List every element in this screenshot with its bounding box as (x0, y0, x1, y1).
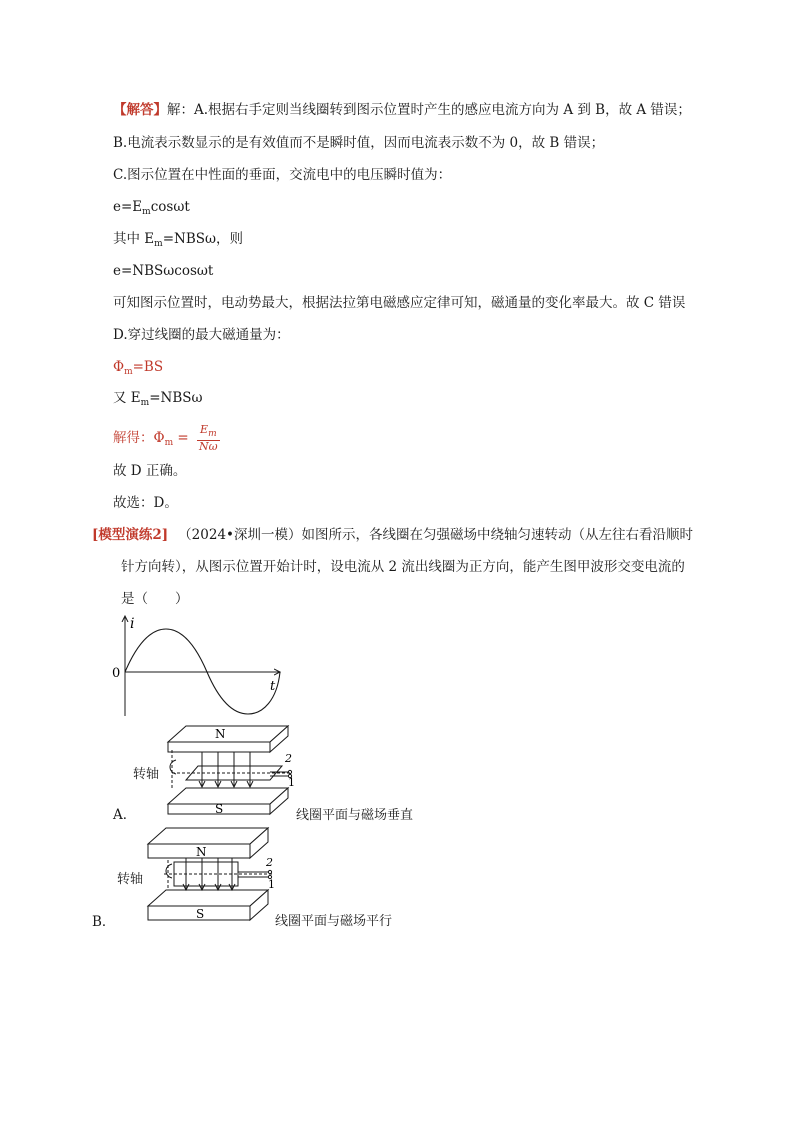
equation-2: 其中 $E_m=NBS\omega$，则 (113, 231, 244, 249)
rotation-arrow (170, 760, 176, 774)
rotation-arrow (166, 864, 172, 878)
magnet-n-top-face (148, 828, 268, 844)
solution-line-1 (113, 101, 691, 119)
solution-line-c-conclusion: 可知图示位置时，电动势最大，根据法拉第电磁感应定律可知，磁通量的变化率最大。故 C 错误 (113, 295, 686, 311)
option-a-axis-label: 转轴 (133, 767, 160, 782)
terminal-1-label: 1 (288, 776, 295, 789)
option-b-caption: 线圈平面与磁场平行 (275, 914, 393, 929)
problem-line-3: 是（ ） (121, 591, 189, 607)
problem-tag: [模型演练2] (92, 527, 169, 543)
terminal-2-label: 2 (266, 856, 273, 869)
terminal-2-label: 2 (285, 752, 292, 765)
problem-line-1: [模型演练2] （2024•深圳一模）如图所示，各线圈在匀强磁场中绕轴匀速转动（从左往右看沿顺时 (92, 527, 693, 543)
terminal-2 (268, 870, 271, 873)
option-b-letter: B． (92, 914, 116, 930)
origin-label: 0 (112, 666, 121, 681)
equation-5: 又 $E_m=NBS\omega$ (113, 390, 203, 408)
field-lines (199, 752, 253, 787)
x-axis-label: t (270, 679, 276, 694)
equation-4: $\Phi_m=BS$ (113, 359, 164, 377)
y-axis-label: i (130, 616, 135, 632)
problem-line-2: 针方向转），从图示位置开始计时，设电流从 2 流出线圈为正方向，能产生图甲波形交变电流的 (121, 559, 685, 575)
north-pole-label: N (215, 727, 226, 741)
solution-line-d: D.穿过线圈的最大磁通量为： (113, 327, 290, 343)
magnet-s-top-face (168, 788, 288, 804)
terminal-1-label: 1 (268, 878, 275, 891)
solution-line-c: C.图示位置在中性面的垂面，交流电中的电压瞬时值为： (113, 167, 452, 183)
solution-line-b: B.电流表示数显示的是有效值而不是瞬时值，因而电流表示数不为 0，故 B 错误； (113, 135, 605, 151)
south-pole-label: S (196, 907, 205, 921)
equation-3: e=NBSωcosωt (113, 263, 214, 279)
solution-line-d-conclusion: 故 D 正确。 (113, 463, 187, 479)
equation-6: 解得：$\Phi_m$ = $\frac{E_m}{N\omega}$ (113, 423, 218, 453)
equation-1: $e=E_m\cos\omega t$ (113, 199, 190, 217)
option-a-caption: 线圈平面与磁场垂直 (296, 808, 414, 823)
waveform-graph (108, 612, 288, 718)
magnet-s-top-face (148, 890, 268, 906)
north-pole-label: N (196, 845, 207, 859)
magnet-n-front-face (168, 742, 270, 752)
solution-text-a: 解：A.根据右手定则当线圈转到图示位置时产生的感应电流方向为 A 到 B，故 A 错误； (167, 102, 691, 118)
south-pole-label: S (215, 802, 224, 816)
terminal-2 (288, 770, 291, 773)
magnet-n-top-face (168, 726, 288, 742)
option-a-letter: A． (113, 807, 137, 823)
solution-tag: 【解答】 (113, 102, 167, 118)
fraction: $\frac{E_m}{N\omega}$ (199, 423, 218, 453)
solution-final-answer: 故选：D。 (113, 495, 178, 511)
option-b-axis-label: 转轴 (117, 872, 144, 887)
